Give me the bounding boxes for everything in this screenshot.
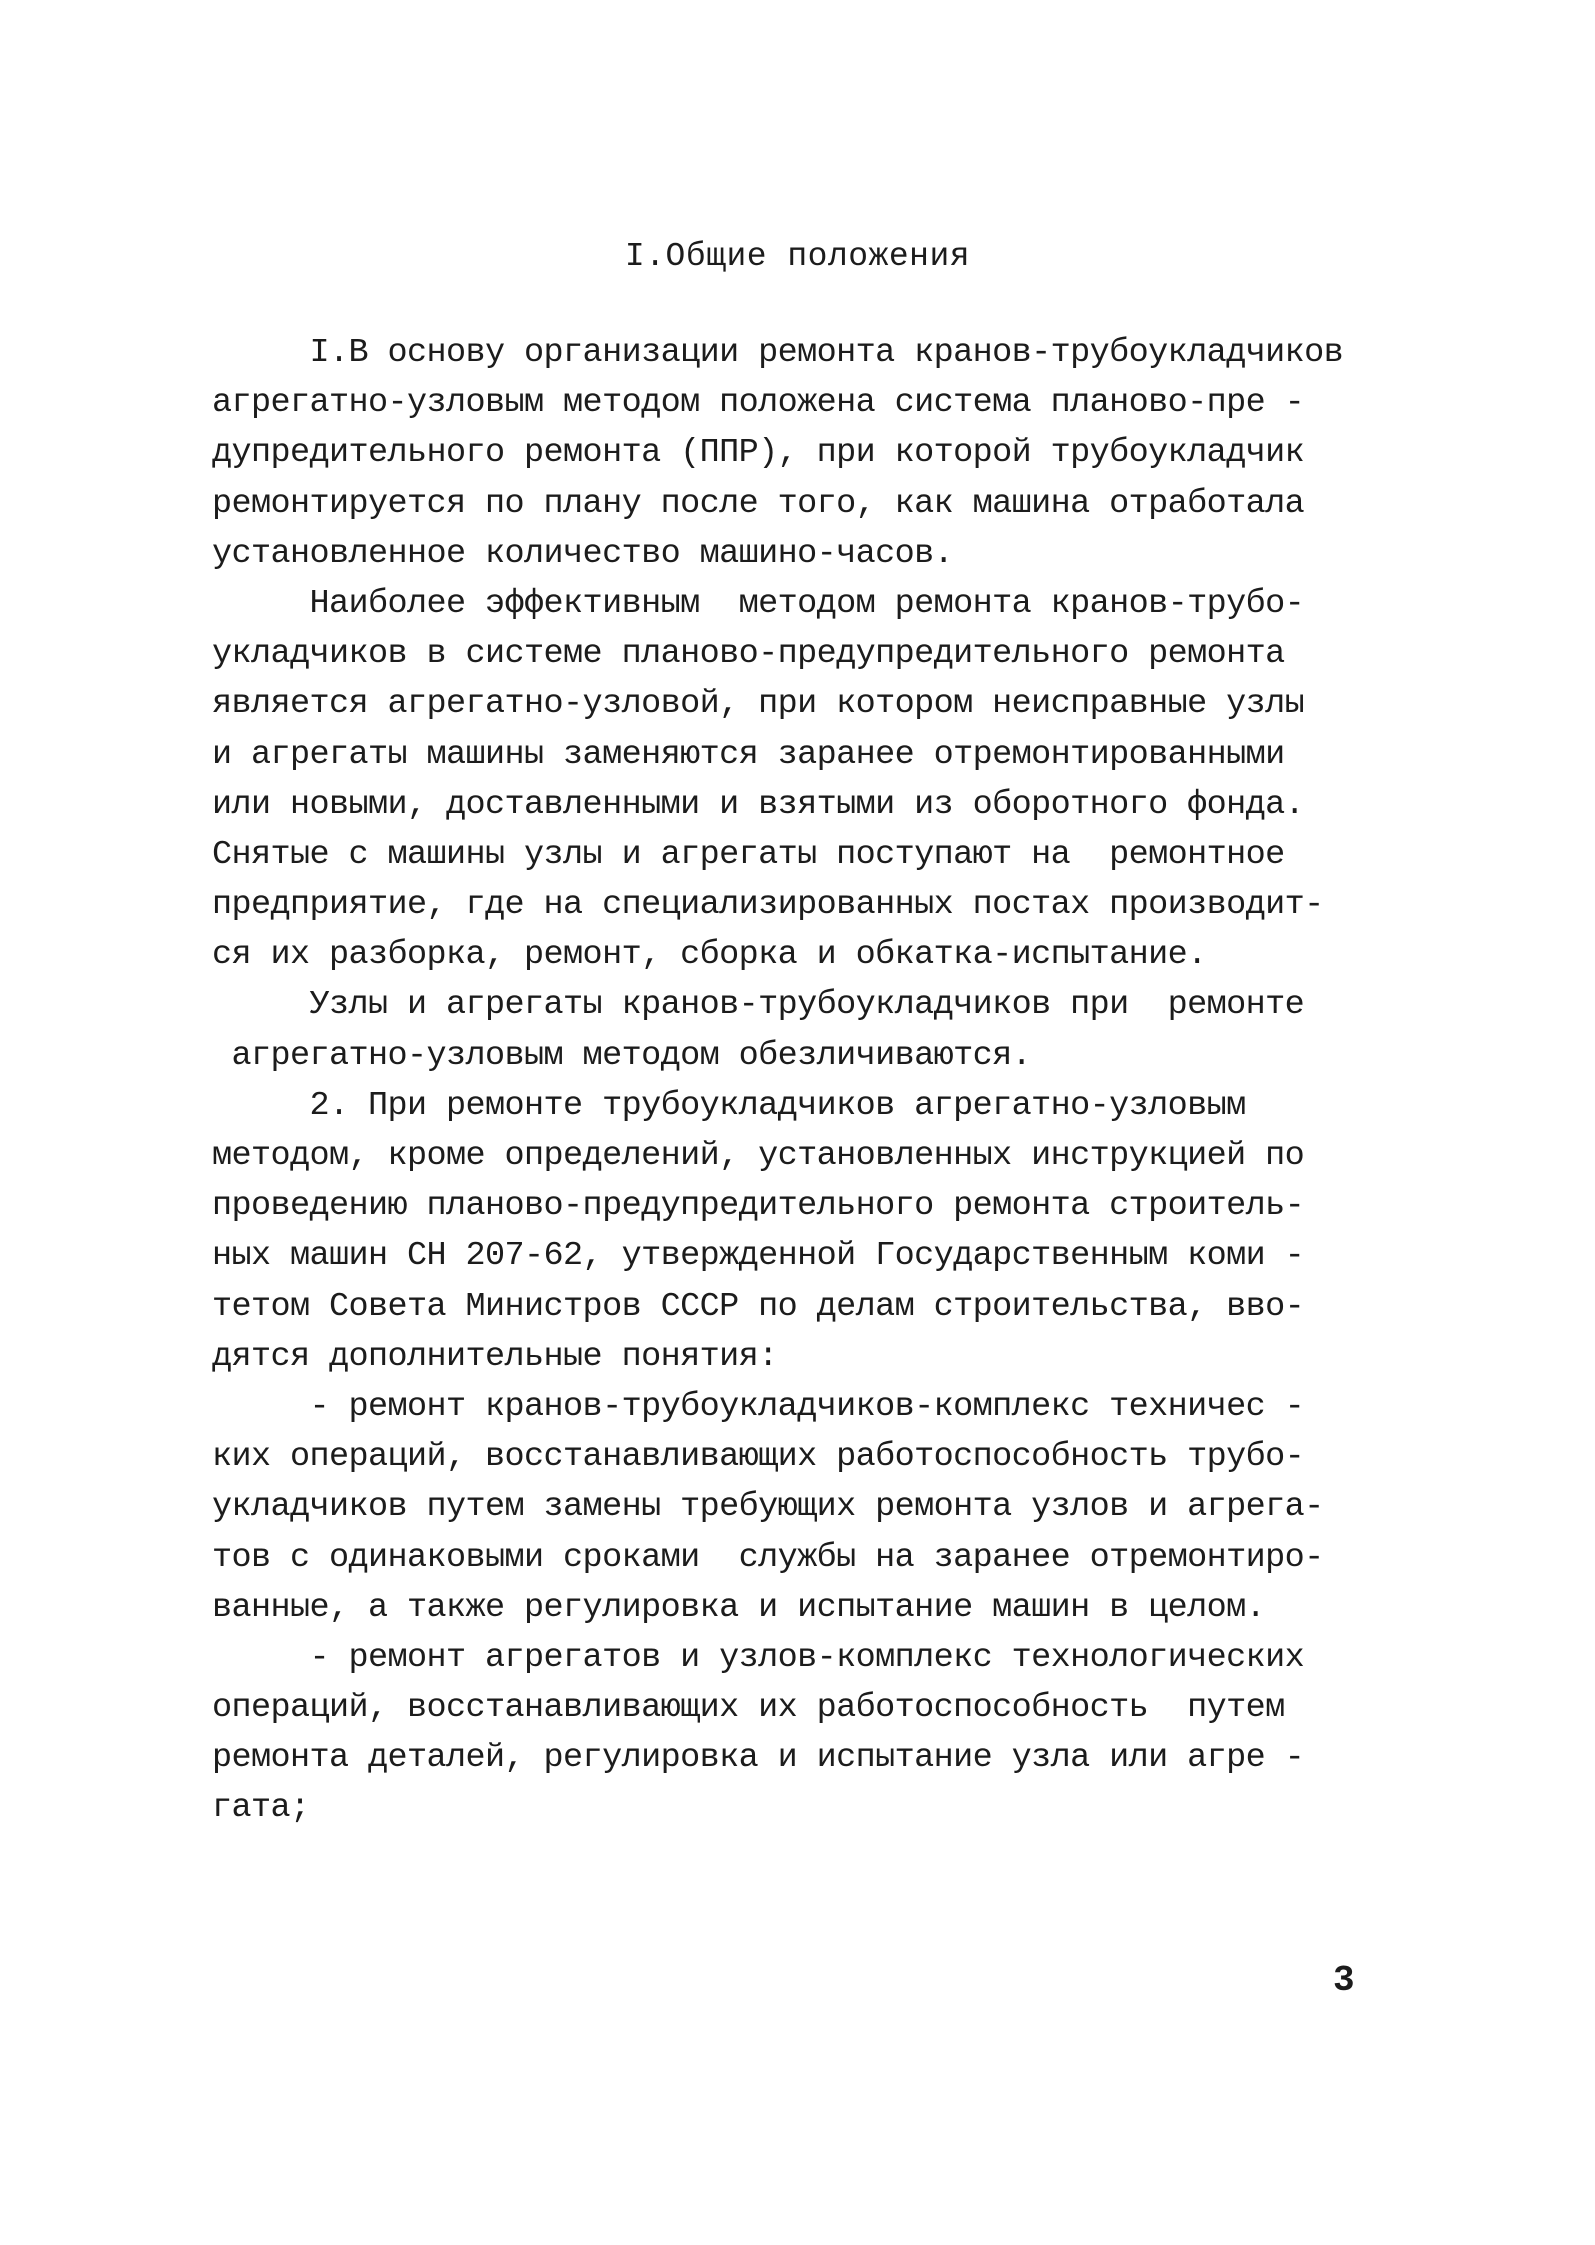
text-line: предприятие, где на специализированных постах производит- [212,886,1324,925]
text-line: тов с одинаковыми сроками службы на заранее отремонтиро- [212,1538,1324,1577]
text-line: - ремонт кранов-трубоукладчиков-комплекс техничес - [212,1387,1305,1426]
text-line: дятся дополнительные понятия: [212,1337,778,1376]
text-line: является агрегатно-узловой, при котором неисправные узлы [212,685,1305,724]
text-line: дупредительного ремонта (ППР), при которой трубоукладчик [212,434,1305,473]
text-line: методом, кроме определений, установленных инструкцией по [212,1137,1305,1175]
text-line: ся их разборка, ремонт, сборка и обкатка-испытание. [212,936,1207,975]
text-line: операций, восстанавливающих их работоспособность путем [212,1689,1285,1728]
text-line: - ремонт агрегатов и узлов-комплекс технологических [212,1638,1305,1677]
page-number: 3 [1333,1960,1355,2001]
text-line: агрегатно-узловым методом обезличиваются. [212,1036,1032,1075]
text-line: ванные, а также регулировка и испытание машин в целом. [212,1588,1266,1627]
text-line: тетом Совета Министров СССР по делам строительства, вво- [212,1287,1305,1326]
text-line: установленное количество машино-часов. [212,534,954,573]
text-line: ремонтируется по плану после того, как машина отработала [212,484,1305,523]
section-heading: I.Общие положения [624,238,971,275]
text-line: ремонта деталей, регулировка и испытание узла или агре - [212,1739,1305,1778]
text-line: ких операций, восстанавливающих работоспособность трубо- [212,1438,1305,1477]
text-line: I.В основу организации ремонта кранов-трубоукладчиков [212,334,1344,372]
text-line: укладчиков путем замены требующих ремонта узлов и агрега- [212,1488,1324,1527]
text-line: укладчиков в системе планово-предупредительного ремонта [212,635,1285,674]
text-line: или новыми, доставленными и взятыми из оборотного фонда. [212,785,1305,824]
text-line: Снятые с машины узлы и агрегаты поступают на ремонтное [212,835,1285,874]
text-line: 2. При ремонте трубоукладчиков агрегатно-узловым [212,1086,1246,1125]
text-line: проведению планово-предупредительного ремонта строитель- [212,1187,1305,1226]
text-line: Наиболее эффективным методом ремонта кранов-трубо- [212,584,1305,623]
body-text [212,328,1372,1834]
text-line: и агрегаты машины заменяются заранее отремонтированными [212,735,1285,774]
text-line: Узлы и агрегаты кранов-трубоукладчиков при ремонте [212,986,1305,1025]
text-line: агрегатно-узловым методом положена система планово-пре - [212,384,1305,423]
text-line: ных машин СН 207-62, утвержденной Государственным коми - [212,1237,1305,1276]
text-line: гата; [212,1789,310,1828]
